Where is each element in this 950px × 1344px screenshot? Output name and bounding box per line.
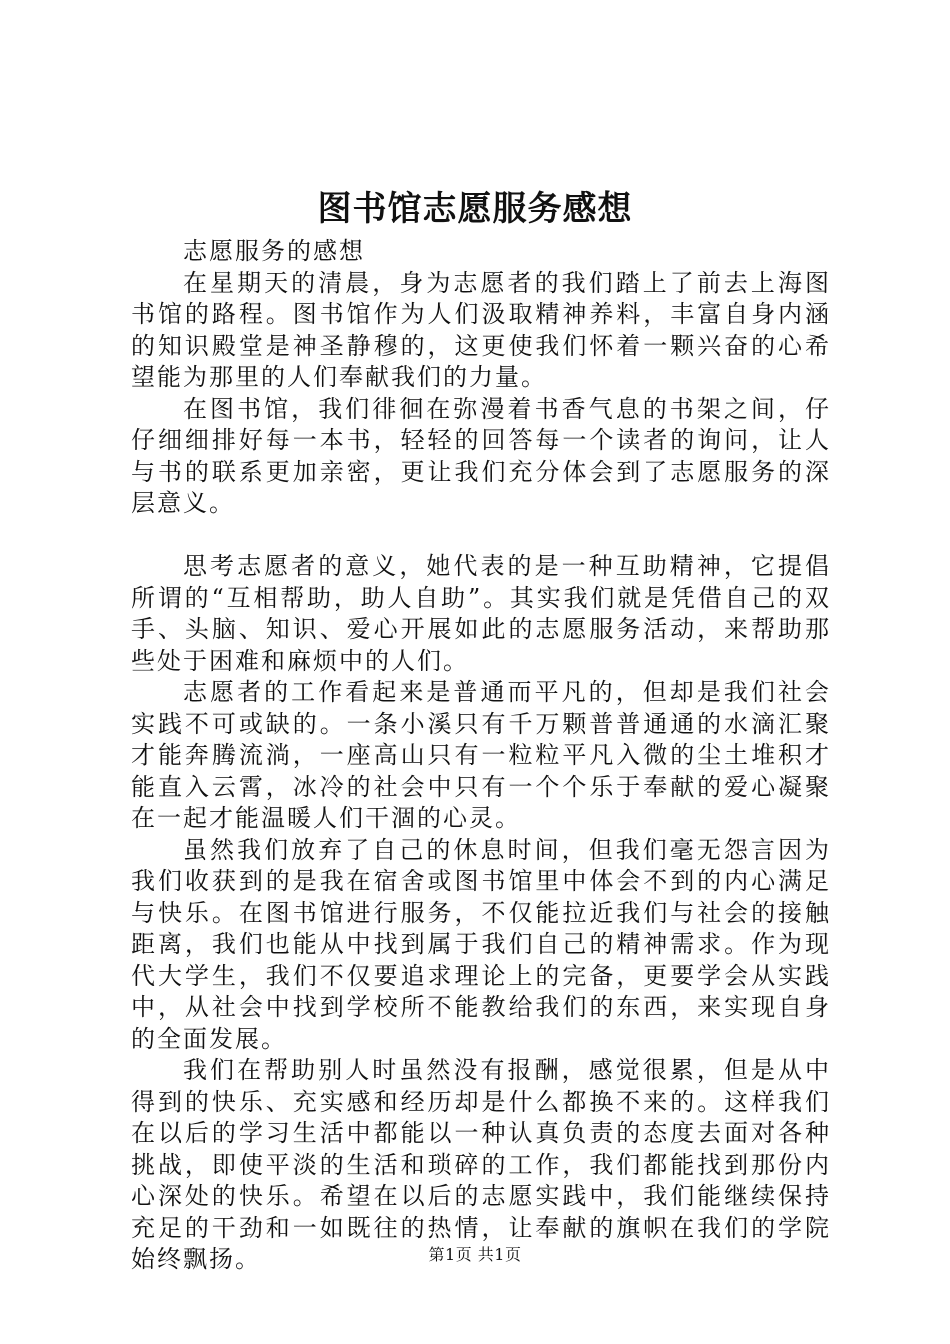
page-footer: 第1页 共1页 (428, 1245, 522, 1264)
document-body (131, 236, 831, 1276)
paragraph-5: 虽然我们放弃了自己的休息时间，但我们毫无怨言因为我们收获到的是我在宿舍或图书馆里中体会不到的内心满足与快乐。在图书馆进行服务，不仅能拉近我们与社会的接触距离，我们也能从中找到属于我们自己的精神需求。作为现代大学生，我们不仅要追求理论上的完备，更要学会从实践中，从社会中找到学校所不能教给我们的东西，来实现自身的全面发展。 (131, 835, 831, 1053)
paragraph-4: 志愿者的工作看起来是普通而平凡的，但却是我们社会实践不可或缺的。一条小溪只有千万颗普普通通的水滴汇聚才能奔腾流淌，一座高山只有一粒粒平凡入微的尘土堆积才能直入云霄，冰冷的社会中只有一个个乐于奉献的爱心凝聚在一起才能温暖人们干涸的心灵。 (131, 678, 831, 832)
document-title: 图书馆志愿服务感想 (317, 189, 633, 229)
paragraph-6: 我们在帮助别人时虽然没有报酬，感觉很累，但是从中得到的快乐、充实感和经历却是什么都换不来的。这样我们在以后的学习生活中都能以一种认真负责的态度去面对各种挑战，即使平淡的生活和琐碎的工作，我们都能找到那份内心深处的快乐。希望在以后的志愿实践中，我们能继续保持充足的干劲和一如既往的热情，让奉献的旗帜在我们的学院始终飘扬。 (131, 1056, 831, 1273)
blank-line (131, 520, 831, 552)
paragraph-1: 在星期天的清晨，身为志愿者的我们踏上了前去上海图书馆的路程。图书馆作为人们汲取精神养料，丰富自身内涵的知识殿堂是神圣静穆的，这更使我们怀着一颗兴奋的心希望能为那里的人们奉献我们的力量。 (131, 268, 831, 391)
paragraph-3: 思考志愿者的意义，她代表的是一种互助精神，它提倡所谓的“互相帮助，助人自助”。其实我们就是凭借自己的双手、头脑、知识、爱心开展如此的志愿服务活动，来帮助那些处于困难和麻烦中的人们。 (131, 552, 831, 675)
paragraph-2: 在图书馆，我们徘徊在弥漫着书香气息的书架之间，仔仔细细排好每一本书，轻轻的回答每一个读者的询问，让人与书的联系更加亲密，更让我们充分体会到了志愿服务的深层意义。 (131, 394, 831, 517)
paragraph-subtitle: 志愿服务的感想 (183, 237, 365, 265)
